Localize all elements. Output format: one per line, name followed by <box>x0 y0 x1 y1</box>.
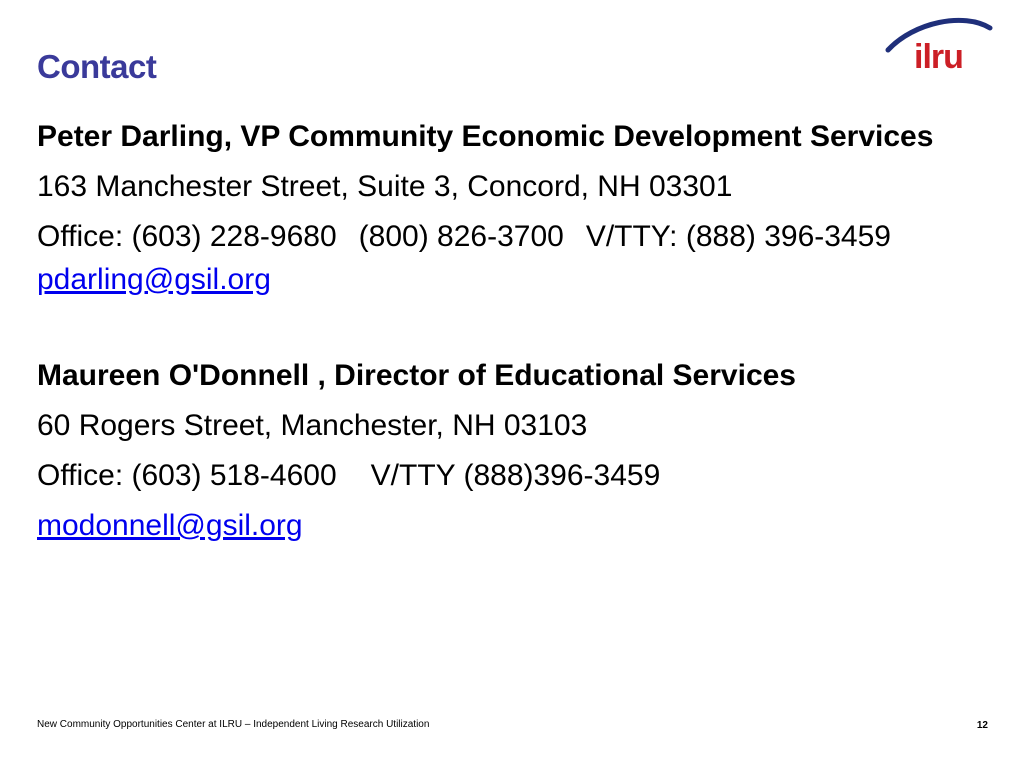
toll-free-phone: (800) 826-3700 <box>358 220 564 253</box>
contact-phones <box>37 215 967 301</box>
contact-list <box>37 116 967 554</box>
contact-card <box>37 355 967 547</box>
contact-name-title: Maureen O'Donnell , Director of Educational Services <box>37 359 796 392</box>
contact-phones <box>37 454 967 497</box>
contact-card <box>37 116 967 301</box>
email-link[interactable]: modonnell@gsil.org <box>37 509 303 542</box>
email-link[interactable]: pdarling@gsil.org <box>37 263 271 296</box>
page-number: 12 <box>976 720 988 731</box>
vtty-phone: V/TTY: (888) 396-3459 <box>585 220 891 253</box>
office-label: Office: <box>37 459 124 492</box>
office-label: Office: <box>37 220 124 253</box>
contact-name-title: Peter Darling, VP Community Economic Development Services <box>37 120 934 153</box>
page-title: Contact <box>37 48 157 85</box>
vtty-phone: V/TTY (888)396-3459 <box>370 459 661 492</box>
office-phone: (603) 518-4600 <box>131 459 337 492</box>
contact-address: 60 Rogers Street, Manchester, NH 03103 <box>37 409 588 442</box>
contact-email-line <box>37 504 967 547</box>
office-phone: (603) 228-9680 <box>131 220 337 253</box>
ilru-logo <box>884 14 996 76</box>
footer-text: New Community Opportunities Center at ILRU – Independent Living Research Utilization <box>37 719 430 730</box>
logo-text: ilru <box>914 38 963 76</box>
contact-address: 163 Manchester Street, Suite 3, Concord, NH 03301 <box>37 170 733 203</box>
